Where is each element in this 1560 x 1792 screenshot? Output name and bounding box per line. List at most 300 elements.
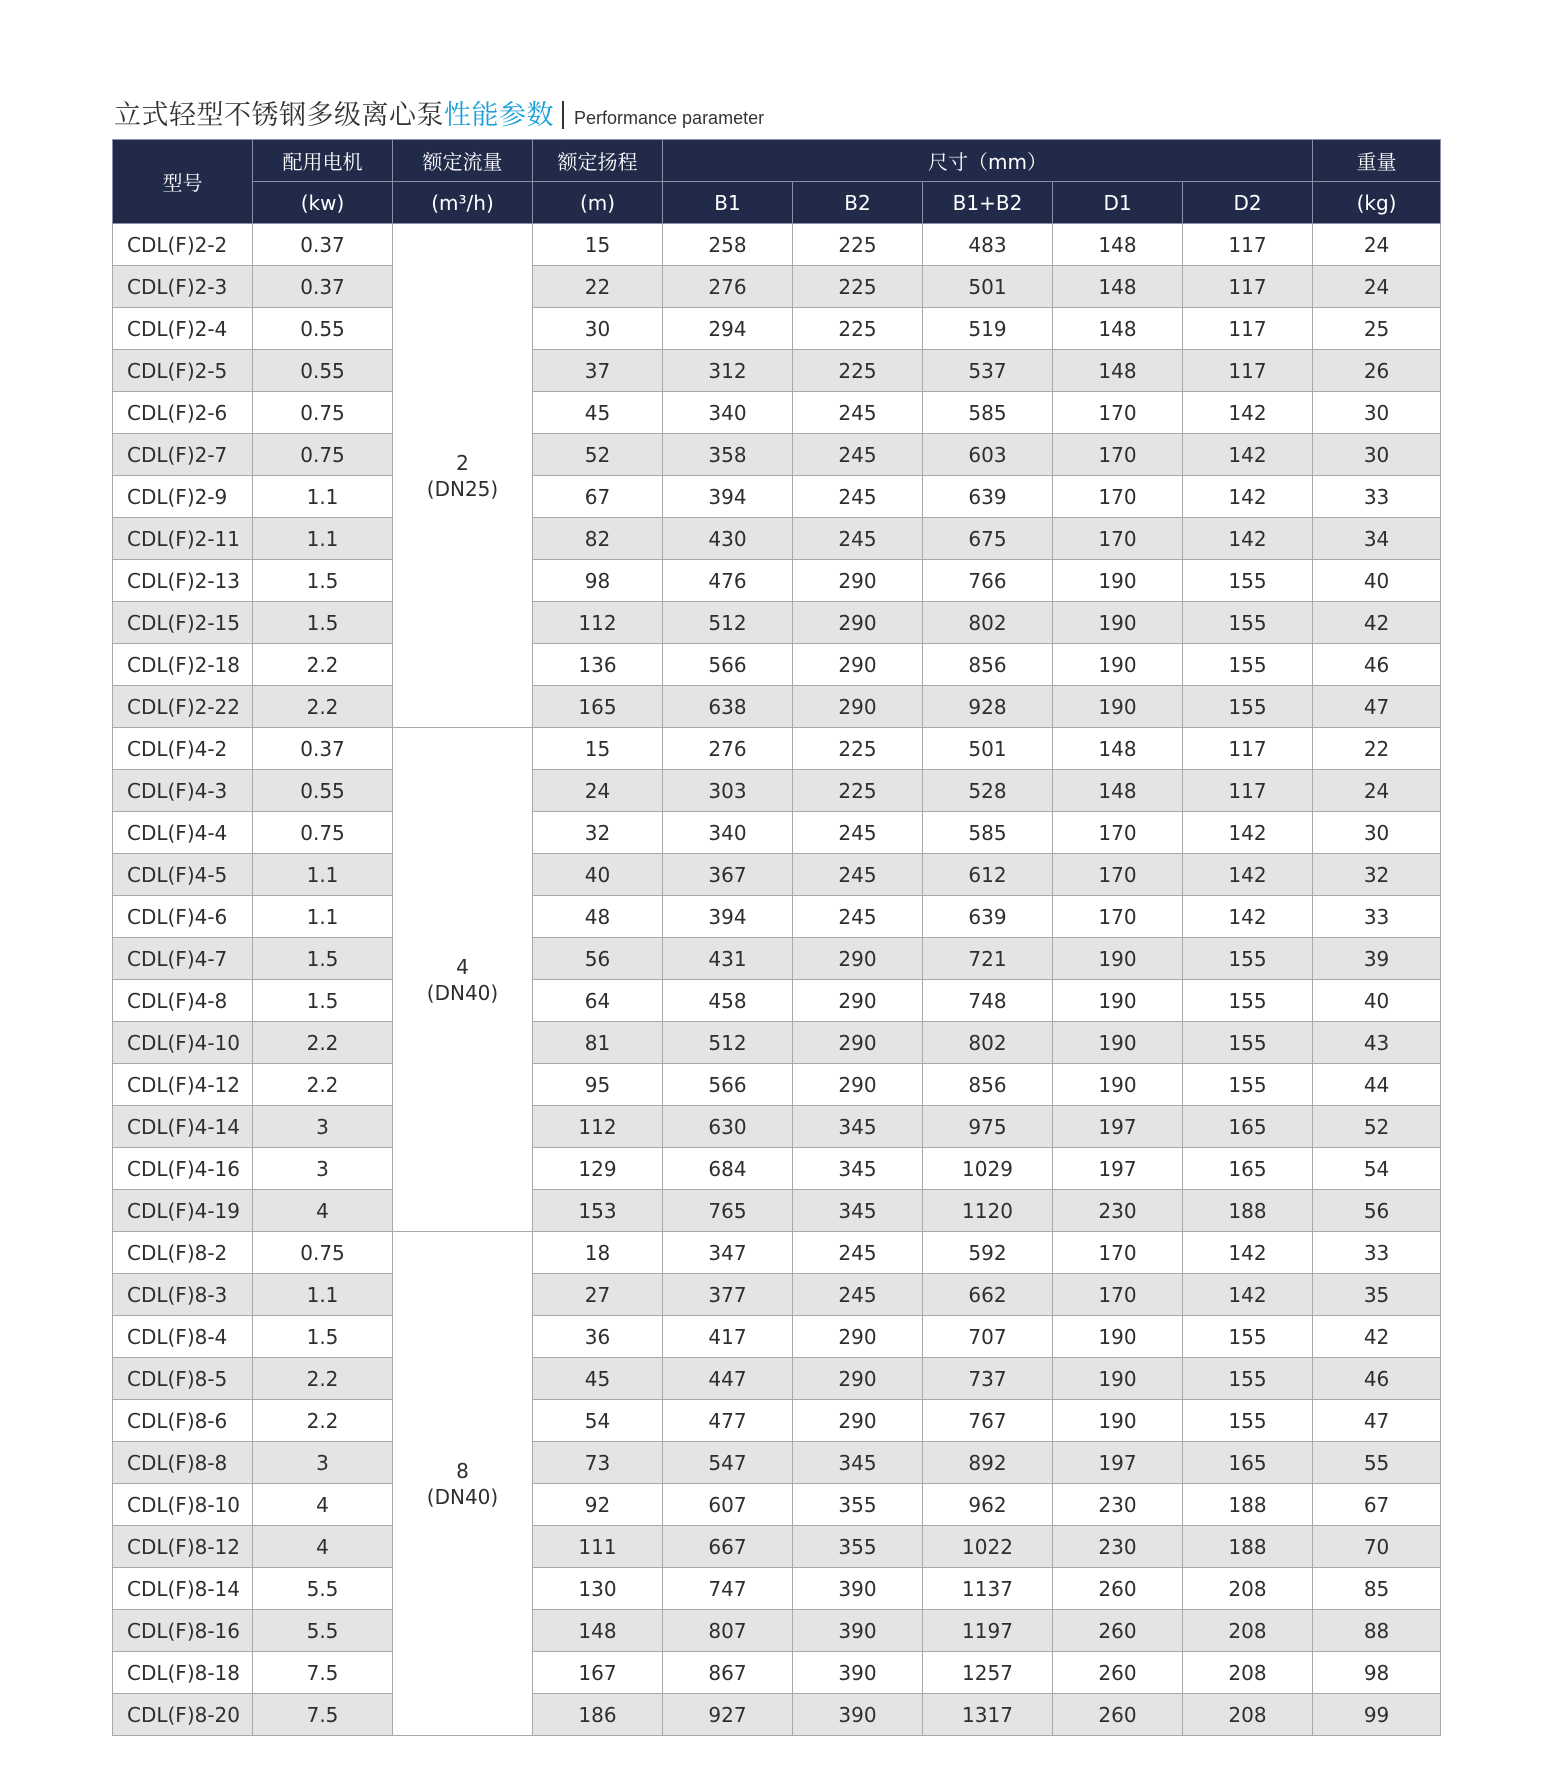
cell-d2: 142 bbox=[1183, 854, 1313, 896]
cell-d1: 197 bbox=[1053, 1442, 1183, 1484]
cell-d1: 170 bbox=[1053, 854, 1183, 896]
cell-weight: 34 bbox=[1313, 518, 1441, 560]
cell-d2: 155 bbox=[1183, 1316, 1313, 1358]
cell-b1b2: 662 bbox=[923, 1274, 1053, 1316]
cell-b1: 807 bbox=[663, 1610, 793, 1652]
cell-b1b2: 1197 bbox=[923, 1610, 1053, 1652]
cell-weight: 33 bbox=[1313, 476, 1441, 518]
cell-motor: 1.5 bbox=[253, 602, 393, 644]
cell-b1: 303 bbox=[663, 770, 793, 812]
cell-b1b2: 612 bbox=[923, 854, 1053, 896]
table-row bbox=[113, 686, 1441, 728]
cell-d1: 190 bbox=[1053, 1022, 1183, 1064]
cell-weight: 88 bbox=[1313, 1610, 1441, 1652]
cell-b1: 512 bbox=[663, 602, 793, 644]
cell-model: CDL(F)4-10 bbox=[113, 1022, 253, 1064]
cell-d1: 148 bbox=[1053, 350, 1183, 392]
cell-model: CDL(F)2-3 bbox=[113, 266, 253, 308]
cell-b1b2: 802 bbox=[923, 602, 1053, 644]
cell-head: 45 bbox=[533, 1358, 663, 1400]
cell-d2: 165 bbox=[1183, 1442, 1313, 1484]
cell-b1b2: 802 bbox=[923, 1022, 1053, 1064]
cell-b1b2: 639 bbox=[923, 896, 1053, 938]
header-weight: 重量 bbox=[1313, 140, 1441, 182]
cell-b1: 476 bbox=[663, 560, 793, 602]
cell-b1: 340 bbox=[663, 392, 793, 434]
cell-weight: 24 bbox=[1313, 224, 1441, 266]
cell-model: CDL(F)8-6 bbox=[113, 1400, 253, 1442]
cell-d2: 142 bbox=[1183, 518, 1313, 560]
cell-b1: 458 bbox=[663, 980, 793, 1022]
cell-d2: 142 bbox=[1183, 896, 1313, 938]
cell-weight: 70 bbox=[1313, 1526, 1441, 1568]
cell-head: 37 bbox=[533, 350, 663, 392]
cell-d1: 190 bbox=[1053, 1400, 1183, 1442]
cell-b1b2: 501 bbox=[923, 266, 1053, 308]
cell-motor: 0.75 bbox=[253, 812, 393, 854]
cell-b2: 390 bbox=[793, 1610, 923, 1652]
cell-model: CDL(F)4-5 bbox=[113, 854, 253, 896]
cell-head: 130 bbox=[533, 1568, 663, 1610]
cell-d1: 230 bbox=[1053, 1190, 1183, 1232]
cell-model: CDL(F)8-4 bbox=[113, 1316, 253, 1358]
cell-d1: 170 bbox=[1053, 434, 1183, 476]
cell-b1b2: 592 bbox=[923, 1232, 1053, 1274]
table-row bbox=[113, 1442, 1441, 1484]
cell-b1b2: 737 bbox=[923, 1358, 1053, 1400]
cell-d2: 155 bbox=[1183, 644, 1313, 686]
cell-model: CDL(F)8-5 bbox=[113, 1358, 253, 1400]
cell-b2: 245 bbox=[793, 1232, 923, 1274]
cell-model: CDL(F)4-16 bbox=[113, 1148, 253, 1190]
cell-b1: 340 bbox=[663, 812, 793, 854]
header-motor: 配用电机 bbox=[253, 140, 393, 182]
cell-d1: 148 bbox=[1053, 728, 1183, 770]
table-row bbox=[113, 728, 1441, 770]
table-row bbox=[113, 1148, 1441, 1190]
table-row bbox=[113, 1610, 1441, 1652]
cell-weight: 33 bbox=[1313, 896, 1441, 938]
cell-model: CDL(F)4-4 bbox=[113, 812, 253, 854]
cell-weight: 35 bbox=[1313, 1274, 1441, 1316]
cell-d2: 155 bbox=[1183, 1400, 1313, 1442]
cell-head: 165 bbox=[533, 686, 663, 728]
cell-model: CDL(F)2-13 bbox=[113, 560, 253, 602]
cell-b1: 431 bbox=[663, 938, 793, 980]
cell-head: 56 bbox=[533, 938, 663, 980]
cell-b1: 477 bbox=[663, 1400, 793, 1442]
cell-weight: 44 bbox=[1313, 1064, 1441, 1106]
cell-model: CDL(F)4-3 bbox=[113, 770, 253, 812]
header-model: 型号 bbox=[113, 140, 253, 224]
table-row bbox=[113, 1232, 1441, 1274]
cell-b1: 512 bbox=[663, 1022, 793, 1064]
header-head-unit: (m) bbox=[533, 182, 663, 224]
cell-d2: 117 bbox=[1183, 728, 1313, 770]
cell-head: 15 bbox=[533, 728, 663, 770]
cell-b1: 276 bbox=[663, 266, 793, 308]
cell-b2: 390 bbox=[793, 1652, 923, 1694]
table-row bbox=[113, 1484, 1441, 1526]
cell-d1: 190 bbox=[1053, 980, 1183, 1022]
cell-head: 54 bbox=[533, 1400, 663, 1442]
performance-table bbox=[112, 139, 1441, 1736]
table-row bbox=[113, 644, 1441, 686]
cell-b1: 927 bbox=[663, 1694, 793, 1736]
table-row bbox=[113, 1652, 1441, 1694]
cell-d1: 148 bbox=[1053, 770, 1183, 812]
header-flow-unit: (m³/h) bbox=[393, 182, 533, 224]
cell-b1b2: 748 bbox=[923, 980, 1053, 1022]
cell-model: CDL(F)2-5 bbox=[113, 350, 253, 392]
title-main: 立式轻型不锈钢多级离心泵 bbox=[114, 100, 444, 131]
table-row bbox=[113, 1064, 1441, 1106]
cell-b2: 290 bbox=[793, 1400, 923, 1442]
table-row bbox=[113, 266, 1441, 308]
cell-d2: 208 bbox=[1183, 1610, 1313, 1652]
cell-b2: 290 bbox=[793, 1022, 923, 1064]
cell-b1: 312 bbox=[663, 350, 793, 392]
cell-b1b2: 519 bbox=[923, 308, 1053, 350]
table-row bbox=[113, 1106, 1441, 1148]
cell-model: CDL(F)8-16 bbox=[113, 1610, 253, 1652]
table-row bbox=[113, 1526, 1441, 1568]
cell-model: CDL(F)4-12 bbox=[113, 1064, 253, 1106]
table-row bbox=[113, 1400, 1441, 1442]
header-b1: B1 bbox=[663, 182, 793, 224]
cell-motor: 4 bbox=[253, 1526, 393, 1568]
cell-b2: 345 bbox=[793, 1106, 923, 1148]
cell-motor: 1.1 bbox=[253, 896, 393, 938]
cell-head: 167 bbox=[533, 1652, 663, 1694]
cell-model: CDL(F)4-14 bbox=[113, 1106, 253, 1148]
cell-weight: 40 bbox=[1313, 560, 1441, 602]
cell-head: 15 bbox=[533, 224, 663, 266]
cell-b1b2: 707 bbox=[923, 1316, 1053, 1358]
cell-head: 27 bbox=[533, 1274, 663, 1316]
cell-d1: 197 bbox=[1053, 1148, 1183, 1190]
cell-b1: 367 bbox=[663, 854, 793, 896]
table-row bbox=[113, 980, 1441, 1022]
cell-b2: 355 bbox=[793, 1484, 923, 1526]
cell-b1b2: 856 bbox=[923, 644, 1053, 686]
cell-b2: 390 bbox=[793, 1568, 923, 1610]
flow-dn: (DN40) bbox=[426, 980, 499, 1005]
cell-d2: 155 bbox=[1183, 560, 1313, 602]
cell-d1: 260 bbox=[1053, 1568, 1183, 1610]
cell-d1: 170 bbox=[1053, 1232, 1183, 1274]
cell-b2: 225 bbox=[793, 308, 923, 350]
cell-motor: 0.55 bbox=[253, 350, 393, 392]
cell-model: CDL(F)2-9 bbox=[113, 476, 253, 518]
cell-motor: 1.1 bbox=[253, 518, 393, 560]
cell-d2: 165 bbox=[1183, 1148, 1313, 1190]
cell-b1b2: 1317 bbox=[923, 1694, 1053, 1736]
cell-b2: 345 bbox=[793, 1148, 923, 1190]
cell-d1: 190 bbox=[1053, 1064, 1183, 1106]
header-d1: D1 bbox=[1053, 182, 1183, 224]
cell-d1: 170 bbox=[1053, 1274, 1183, 1316]
cell-b2: 290 bbox=[793, 1316, 923, 1358]
cell-motor: 4 bbox=[253, 1190, 393, 1232]
cell-head: 112 bbox=[533, 1106, 663, 1148]
cell-b1b2: 537 bbox=[923, 350, 1053, 392]
flow-dn: (DN40) bbox=[426, 1484, 499, 1509]
cell-d2: 142 bbox=[1183, 476, 1313, 518]
cell-motor: 5.5 bbox=[253, 1610, 393, 1652]
cell-motor: 0.75 bbox=[253, 434, 393, 476]
cell-weight: 85 bbox=[1313, 1568, 1441, 1610]
cell-b2: 290 bbox=[793, 1064, 923, 1106]
cell-weight: 56 bbox=[1313, 1190, 1441, 1232]
cell-b1b2: 962 bbox=[923, 1484, 1053, 1526]
table-row bbox=[113, 1190, 1441, 1232]
cell-model: CDL(F)2-2 bbox=[113, 224, 253, 266]
cell-b2: 225 bbox=[793, 266, 923, 308]
cell-model: CDL(F)2-7 bbox=[113, 434, 253, 476]
table-row bbox=[113, 476, 1441, 518]
header-head: 额定扬程 bbox=[533, 140, 663, 182]
cell-motor: 2.2 bbox=[253, 1022, 393, 1064]
cell-d2: 165 bbox=[1183, 1106, 1313, 1148]
table-row bbox=[113, 770, 1441, 812]
cell-motor: 1.5 bbox=[253, 1316, 393, 1358]
cell-d2: 142 bbox=[1183, 392, 1313, 434]
cell-b2: 345 bbox=[793, 1442, 923, 1484]
cell-b1: 566 bbox=[663, 1064, 793, 1106]
cell-b1: 547 bbox=[663, 1442, 793, 1484]
cell-b2: 290 bbox=[793, 686, 923, 728]
cell-b1b2: 1022 bbox=[923, 1526, 1053, 1568]
cell-b2: 290 bbox=[793, 560, 923, 602]
cell-motor: 5.5 bbox=[253, 1568, 393, 1610]
cell-b2: 245 bbox=[793, 518, 923, 560]
cell-b2: 225 bbox=[793, 350, 923, 392]
cell-b2: 225 bbox=[793, 728, 923, 770]
cell-head: 22 bbox=[533, 266, 663, 308]
cell-b2: 225 bbox=[793, 224, 923, 266]
cell-motor: 4 bbox=[253, 1484, 393, 1526]
cell-b1b2: 892 bbox=[923, 1442, 1053, 1484]
page-title bbox=[114, 92, 764, 132]
cell-d2: 188 bbox=[1183, 1190, 1313, 1232]
cell-head: 73 bbox=[533, 1442, 663, 1484]
cell-b1: 684 bbox=[663, 1148, 793, 1190]
cell-motor: 2.2 bbox=[253, 1400, 393, 1442]
cell-d1: 170 bbox=[1053, 392, 1183, 434]
cell-head: 32 bbox=[533, 812, 663, 854]
cell-b2: 345 bbox=[793, 1190, 923, 1232]
cell-weight: 32 bbox=[1313, 854, 1441, 896]
table-row bbox=[113, 1316, 1441, 1358]
cell-model: CDL(F)8-14 bbox=[113, 1568, 253, 1610]
cell-model: CDL(F)2-18 bbox=[113, 644, 253, 686]
cell-model: CDL(F)8-18 bbox=[113, 1652, 253, 1694]
cell-weight: 39 bbox=[1313, 938, 1441, 980]
cell-b2: 290 bbox=[793, 980, 923, 1022]
cell-b1b2: 603 bbox=[923, 434, 1053, 476]
table-row bbox=[113, 392, 1441, 434]
cell-b1b2: 585 bbox=[923, 812, 1053, 854]
header-dimensions: 尺寸（mm） bbox=[663, 140, 1313, 182]
cell-weight: 55 bbox=[1313, 1442, 1441, 1484]
cell-head: 92 bbox=[533, 1484, 663, 1526]
cell-b1: 358 bbox=[663, 434, 793, 476]
cell-d2: 117 bbox=[1183, 224, 1313, 266]
header-d2: D2 bbox=[1183, 182, 1313, 224]
cell-b2: 390 bbox=[793, 1694, 923, 1736]
cell-b2: 245 bbox=[793, 434, 923, 476]
cell-head: 112 bbox=[533, 602, 663, 644]
cell-b1: 347 bbox=[663, 1232, 793, 1274]
cell-d2: 155 bbox=[1183, 980, 1313, 1022]
cell-b1b2: 1029 bbox=[923, 1148, 1053, 1190]
table-row bbox=[113, 1358, 1441, 1400]
table-row bbox=[113, 434, 1441, 476]
cell-head: 111 bbox=[533, 1526, 663, 1568]
cell-b2: 245 bbox=[793, 896, 923, 938]
cell-d2: 188 bbox=[1183, 1526, 1313, 1568]
cell-motor: 1.5 bbox=[253, 938, 393, 980]
table-row bbox=[113, 1694, 1441, 1736]
cell-model: CDL(F)2-6 bbox=[113, 392, 253, 434]
cell-motor: 3 bbox=[253, 1106, 393, 1148]
flow-dn: (DN25) bbox=[426, 476, 499, 501]
cell-motor: 0.75 bbox=[253, 1232, 393, 1274]
cell-head: 95 bbox=[533, 1064, 663, 1106]
cell-model: CDL(F)2-22 bbox=[113, 686, 253, 728]
cell-head: 136 bbox=[533, 644, 663, 686]
cell-motor: 0.75 bbox=[253, 392, 393, 434]
cell-b2: 290 bbox=[793, 938, 923, 980]
cell-b1: 294 bbox=[663, 308, 793, 350]
table-row bbox=[113, 938, 1441, 980]
cell-motor: 3 bbox=[253, 1442, 393, 1484]
cell-weight: 99 bbox=[1313, 1694, 1441, 1736]
cell-b1: 258 bbox=[663, 224, 793, 266]
cell-b1b2: 585 bbox=[923, 392, 1053, 434]
cell-d1: 260 bbox=[1053, 1652, 1183, 1694]
cell-weight: 22 bbox=[1313, 728, 1441, 770]
cell-weight: 67 bbox=[1313, 1484, 1441, 1526]
table-row bbox=[113, 1274, 1441, 1316]
cell-motor: 2.2 bbox=[253, 686, 393, 728]
cell-b2: 245 bbox=[793, 476, 923, 518]
cell-weight: 43 bbox=[1313, 1022, 1441, 1064]
cell-motor: 2.2 bbox=[253, 1358, 393, 1400]
cell-b1: 377 bbox=[663, 1274, 793, 1316]
cell-head: 129 bbox=[533, 1148, 663, 1190]
cell-b1: 394 bbox=[663, 476, 793, 518]
cell-d2: 188 bbox=[1183, 1484, 1313, 1526]
cell-head: 45 bbox=[533, 392, 663, 434]
cell-b2: 245 bbox=[793, 392, 923, 434]
cell-b1b2: 856 bbox=[923, 1064, 1053, 1106]
cell-weight: 25 bbox=[1313, 308, 1441, 350]
table-row bbox=[113, 1568, 1441, 1610]
cell-b1: 566 bbox=[663, 644, 793, 686]
table-row bbox=[113, 224, 1441, 266]
cell-head: 24 bbox=[533, 770, 663, 812]
cell-b1b2: 675 bbox=[923, 518, 1053, 560]
cell-weight: 42 bbox=[1313, 602, 1441, 644]
cell-b1: 607 bbox=[663, 1484, 793, 1526]
table-body bbox=[113, 224, 1441, 1736]
cell-b1b2: 766 bbox=[923, 560, 1053, 602]
cell-b1b2: 639 bbox=[923, 476, 1053, 518]
cell-d1: 170 bbox=[1053, 812, 1183, 854]
cell-head: 40 bbox=[533, 854, 663, 896]
flow-value: 4 bbox=[456, 954, 469, 979]
cell-d1: 190 bbox=[1053, 644, 1183, 686]
cell-b1b2: 1137 bbox=[923, 1568, 1053, 1610]
cell-head: 52 bbox=[533, 434, 663, 476]
table-row bbox=[113, 602, 1441, 644]
cell-motor: 1.5 bbox=[253, 560, 393, 602]
flow-value: 8 bbox=[456, 1458, 469, 1483]
cell-b1: 447 bbox=[663, 1358, 793, 1400]
cell-model: CDL(F)4-7 bbox=[113, 938, 253, 980]
cell-weight: 30 bbox=[1313, 392, 1441, 434]
cell-b2: 225 bbox=[793, 770, 923, 812]
cell-d1: 170 bbox=[1053, 518, 1183, 560]
cell-head: 81 bbox=[533, 1022, 663, 1064]
cell-b1: 867 bbox=[663, 1652, 793, 1694]
cell-d1: 170 bbox=[1053, 896, 1183, 938]
header-weight-unit: (kg) bbox=[1313, 182, 1441, 224]
cell-d2: 142 bbox=[1183, 1274, 1313, 1316]
cell-b1b2: 1257 bbox=[923, 1652, 1053, 1694]
cell-d1: 190 bbox=[1053, 1316, 1183, 1358]
cell-motor: 1.1 bbox=[253, 1274, 393, 1316]
table-row bbox=[113, 350, 1441, 392]
cell-b2: 245 bbox=[793, 1274, 923, 1316]
table-row bbox=[113, 896, 1441, 938]
cell-d2: 117 bbox=[1183, 350, 1313, 392]
cell-d2: 142 bbox=[1183, 434, 1313, 476]
cell-motor: 1.1 bbox=[253, 476, 393, 518]
cell-weight: 24 bbox=[1313, 770, 1441, 812]
cell-head: 64 bbox=[533, 980, 663, 1022]
cell-d1: 190 bbox=[1053, 938, 1183, 980]
cell-b1b2: 501 bbox=[923, 728, 1053, 770]
cell-model: CDL(F)8-10 bbox=[113, 1484, 253, 1526]
cell-head: 67 bbox=[533, 476, 663, 518]
cell-b2: 355 bbox=[793, 1526, 923, 1568]
table-row bbox=[113, 1022, 1441, 1064]
table-row bbox=[113, 854, 1441, 896]
cell-d1: 148 bbox=[1053, 266, 1183, 308]
cell-head: 153 bbox=[533, 1190, 663, 1232]
cell-d2: 117 bbox=[1183, 266, 1313, 308]
title-english: Performance parameter bbox=[574, 108, 765, 128]
cell-flow-group bbox=[393, 728, 533, 1232]
cell-model: CDL(F)4-19 bbox=[113, 1190, 253, 1232]
cell-motor: 3 bbox=[253, 1148, 393, 1190]
cell-model: CDL(F)4-8 bbox=[113, 980, 253, 1022]
cell-weight: 33 bbox=[1313, 1232, 1441, 1274]
cell-d2: 155 bbox=[1183, 938, 1313, 980]
header-b1b2: B1+B2 bbox=[923, 182, 1053, 224]
cell-d2: 208 bbox=[1183, 1568, 1313, 1610]
cell-b1b2: 975 bbox=[923, 1106, 1053, 1148]
cell-d2: 142 bbox=[1183, 1232, 1313, 1274]
header-flow: 额定流量 bbox=[393, 140, 533, 182]
cell-d1: 230 bbox=[1053, 1484, 1183, 1526]
cell-motor: 0.37 bbox=[253, 728, 393, 770]
cell-model: CDL(F)8-20 bbox=[113, 1694, 253, 1736]
cell-head: 18 bbox=[533, 1232, 663, 1274]
